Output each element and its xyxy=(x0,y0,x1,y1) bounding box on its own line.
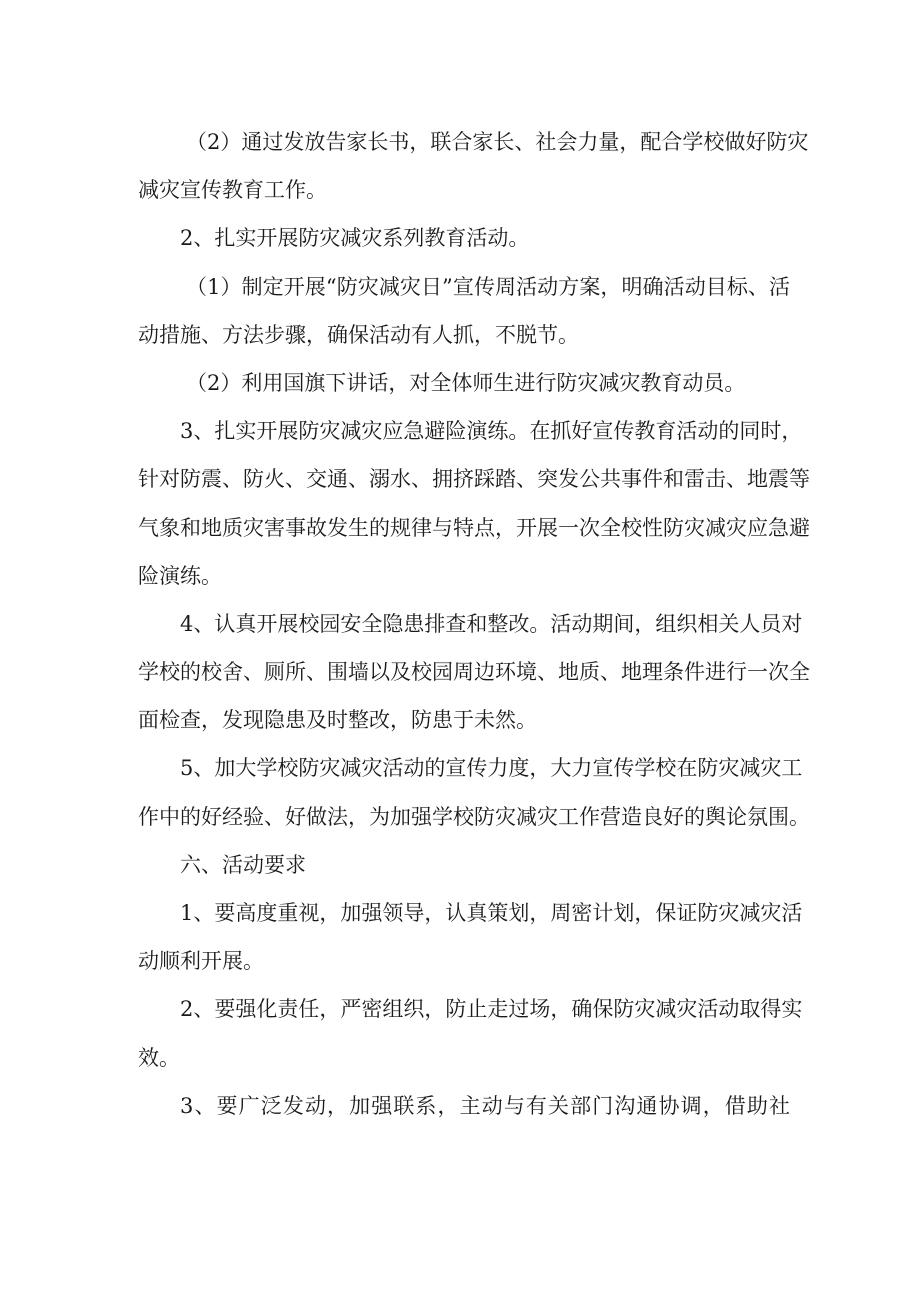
paragraph-line: 效。 xyxy=(138,1045,180,1070)
paragraph-line: 2、要强化责任，严密组织，防止走过场，确保防灾减灾活动取得实 xyxy=(180,997,803,1022)
paragraph-line: 气象和地质灾害事故发生的规律与特点，开展一次全校性防灾减灾应急避 xyxy=(138,515,810,540)
paragraph-line: 减灾宣传教育工作。 xyxy=(138,178,327,203)
paragraph-line: （2）利用国旗下讲话，对全体师生进行防灾减灾教育动员。 xyxy=(186,370,746,395)
paragraph-line: 1、要高度重视，加强领导，认真策划，周密计划，保证防灾减灾活 xyxy=(180,901,803,925)
paragraph-line: （2）通过发放告家长书，联合家长、社会力量，配合学校做好防灾 xyxy=(186,130,809,154)
paragraph-line: 学校的校舍、厕所、围墙以及校园周边环境、地质、地理条件进行一次全 xyxy=(138,660,810,685)
paragraph-line: 动顺利开展。 xyxy=(138,949,264,974)
document-body xyxy=(138,118,810,1130)
paragraph-line: 动措施、方法步骤，确保活动有人抓，不脱节。 xyxy=(138,322,579,347)
paragraph-line: （1）制定开展“防灾减灾日”宣传周活动方案，明确活动目标、活 xyxy=(186,274,790,299)
paragraph-line: 作中的好经验、好做法，为加强学校防灾减灾工作营造良好的舆论氛围。 xyxy=(138,804,810,829)
paragraph-line: 面检查，发现隐患及时整改，防患于未然。 xyxy=(138,708,537,733)
section-heading: 六、活动要求 xyxy=(180,852,306,877)
paragraph-line: 2、扎实开展防灾减灾系列教育活动。 xyxy=(180,226,530,251)
paragraph-line: 5、加大学校防灾减灾活动的宣传力度，大力宣传学校在防灾减灾工 xyxy=(180,756,803,781)
paragraph-line: 4、认真开展校园安全隐患排查和整改。活动期间，组织相关人员对 xyxy=(180,611,803,636)
paragraph-line: 3、扎实开展防灾减灾应急避险演练。在抓好宣传教育活动的同时， xyxy=(180,419,803,444)
paragraph-line: 险演练。 xyxy=(138,563,222,588)
paragraph-line: 3、要广泛发动，加强联系，主动与有关部门沟通协调，借助社 xyxy=(180,1093,790,1118)
paragraph-line: 针对防震、防火、交通、溺水、拥挤踩踏、突发公共事件和雷击、地震等 xyxy=(138,467,810,492)
